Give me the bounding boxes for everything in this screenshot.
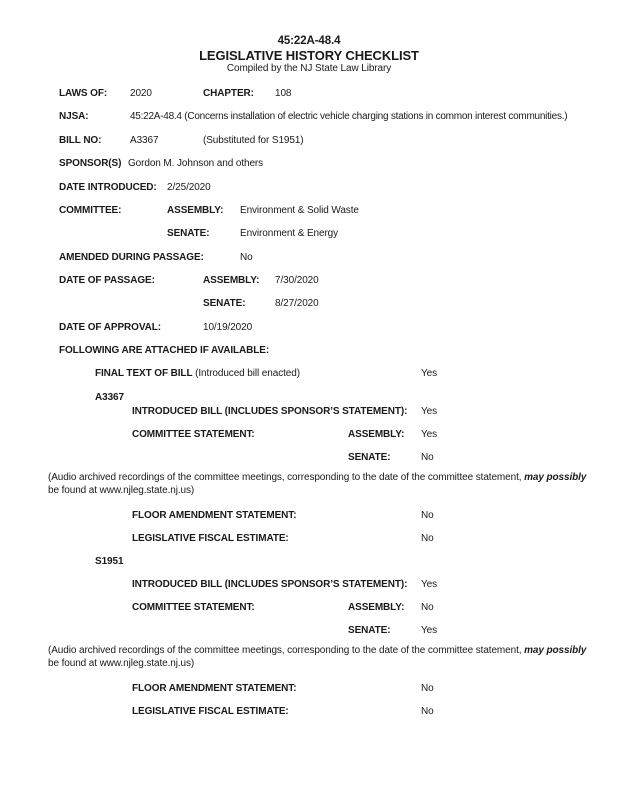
bill-no-value: A3367 [130,135,159,146]
audio-note-emphasis: may possibly [524,472,587,483]
date-of-approval-value: 10/19/2020 [203,322,253,333]
fiscal-estimate-label: LEGISLATIVE FISCAL ESTIMATE: [132,706,289,717]
laws-of-label: LAWS OF: [59,88,108,99]
passage-senate-label: SENATE: [203,298,246,309]
committee-statement-senate-label: SENATE: [348,625,391,636]
njsa-label: NJSA: [59,111,89,122]
page-subtitle: Compiled by the NJ State Law Library [226,63,392,74]
committee-statement-assembly-value: Yes [421,429,438,440]
committee-statement-label: COMMITTEE STATEMENT: [132,429,255,440]
date-of-approval-label: DATE OF APPROVAL: [59,322,162,333]
committee-statement-senate-value: Yes [421,625,438,636]
fiscal-estimate-value: No [421,706,434,717]
passage-senate-value: 8/27/2020 [275,298,319,309]
floor-amendment-value: No [421,510,434,521]
amended-during-passage-label: AMENDED DURING PASSAGE: [59,252,204,263]
floor-amendment-value: No [421,683,434,694]
audio-note-emphasis: may possibly [524,645,587,656]
bill-no-label: BILL NO: [59,135,102,146]
laws-of-value: 2020 [130,88,152,99]
audio-note-text: (Audio archived recordings of the committee meetings, corresponding to the date of the committee statement, [48,472,525,483]
amended-during-passage-value: No [240,252,253,263]
passage-assembly-label: ASSEMBLY: [203,275,260,286]
chapter-label: CHAPTER: [203,88,254,99]
date-of-passage-label: DATE OF PASSAGE: [59,275,155,286]
final-text-note: (Introduced bill enacted) [195,368,300,379]
passage-assembly-value: 7/30/2020 [275,275,319,286]
attached-heading: FOLLOWING ARE ATTACHED IF AVAILABLE: [59,345,270,356]
committee-statement-assembly-label: ASSEMBLY: [348,429,405,440]
committee-senate-label: SENATE: [167,228,210,239]
floor-amendment-label: FLOOR AMENDMENT STATEMENT: [132,683,297,694]
final-text-label: FINAL TEXT OF BILL [95,368,193,379]
committee-label: COMMITTEE: [59,205,122,216]
introduced-bill-label: INTRODUCED BILL (INCLUDES SPONSOR’S STATEMENT): [132,579,408,590]
committee-statement-label: COMMITTEE STATEMENT: [132,602,255,613]
fiscal-estimate-label: LEGISLATIVE FISCAL ESTIMATE: [132,533,289,544]
date-introduced-value: 2/25/2020 [167,182,211,193]
committee-statement-senate-label: SENATE: [348,452,391,463]
audio-note-url-line: be found at www.njleg.state.nj.us) [48,658,195,669]
committee-assembly-value: Environment & Solid Waste [240,205,359,216]
introduced-bill-value: Yes [421,579,438,590]
introduced-bill-value: Yes [421,406,438,417]
njsa-value: 45:22A-48.4 (Concerns installation of electric vehicle charging stations in common interest communities.) [130,111,568,122]
fiscal-estimate-value: No [421,533,434,544]
page-title: LEGISLATIVE HISTORY CHECKLIST [199,48,419,63]
committee-senate-value: Environment & Energy [240,228,339,239]
statute-number: 45:22A-48.4 [277,35,341,47]
bill-no-substituted-note: (Substituted for S1951) [203,135,304,146]
bill-section-header: A3367 [95,392,124,403]
audio-note-text: (Audio archived recordings of the committee meetings, corresponding to the date of the committee statement, [48,645,525,656]
committee-statement-senate-value: No [421,452,434,463]
sponsors-label: SPONSOR(S) [59,158,122,169]
final-text-of-bill [95,368,300,379]
audio-recordings-note [48,471,588,497]
date-introduced-label: DATE INTRODUCED: [59,182,157,193]
introduced-bill-label: INTRODUCED BILL (INCLUDES SPONSOR’S STATEMENT): [132,406,408,417]
sponsors-value: Gordon M. Johnson and others [128,158,264,169]
floor-amendment-label: FLOOR AMENDMENT STATEMENT: [132,510,297,521]
audio-note-url-line: be found at www.njleg.state.nj.us) [48,485,195,496]
committee-statement-assembly-value: No [421,602,434,613]
committee-assembly-label: ASSEMBLY: [167,205,224,216]
bill-section-header: S1951 [95,556,124,567]
committee-statement-assembly-label: ASSEMBLY: [348,602,405,613]
chapter-value: 108 [275,88,292,99]
audio-recordings-note [48,644,588,670]
final-text-value: Yes [421,368,438,379]
